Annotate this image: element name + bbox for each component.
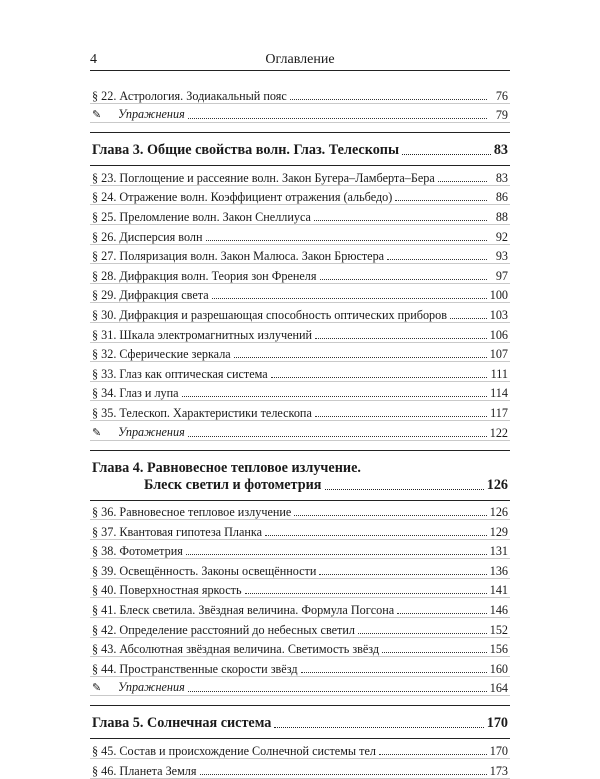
- dot-leader: [245, 592, 487, 594]
- entry-page: 83: [495, 170, 508, 185]
- entry-page: 146: [489, 603, 508, 618]
- entry-page: 103: [489, 307, 508, 322]
- pre-chapter-list: [90, 84, 510, 123]
- chapter-3-heading[interactable]: [90, 142, 510, 166]
- chapter-4-items: [90, 501, 510, 697]
- dot-leader: [234, 356, 487, 358]
- toc-entry[interactable]: [90, 303, 510, 323]
- toc-entry[interactable]: [90, 362, 510, 382]
- entry-page: 92: [495, 229, 508, 244]
- chapter-5-items: [90, 739, 510, 778]
- toc-entry[interactable]: [90, 501, 510, 521]
- entry-page: 107: [489, 347, 508, 362]
- dot-leader: [395, 199, 487, 201]
- entry-title: § 25. Преломление волн. Закон Снеллиуса: [92, 209, 311, 224]
- dot-leader: [212, 297, 487, 299]
- entry-title: § 43. Абсолютная звёздная величина. Светимость звёзд: [92, 642, 380, 657]
- entry-page: 111: [490, 366, 508, 381]
- dot-leader: [387, 258, 487, 260]
- toc-entry[interactable]: [90, 343, 510, 363]
- table-of-contents: [90, 84, 510, 779]
- toc-entry[interactable]: [90, 186, 510, 206]
- pencil-icon: ✎: [92, 426, 102, 439]
- dot-leader: [450, 317, 487, 319]
- dot-leader: [301, 671, 487, 673]
- toc-entry[interactable]: [90, 284, 510, 304]
- toc-entry[interactable]: [90, 638, 510, 658]
- entry-page: 152: [489, 622, 508, 637]
- dot-leader: [186, 553, 487, 555]
- entry-page: 170: [489, 744, 508, 759]
- entry-title: § 29. Дифракция света: [92, 288, 209, 303]
- entry-title: § 36. Равновесное тепловое излучение: [92, 505, 292, 520]
- entry-page: 97: [495, 268, 508, 283]
- entry-page: 160: [489, 661, 508, 676]
- entry-title: § 45. Состав и происхождение Солнечной системы тел: [92, 744, 376, 759]
- dot-leader: [274, 726, 483, 728]
- entry-title: § 31. Шкала электромагнитных излучений: [92, 327, 313, 342]
- toc-entry[interactable]: [90, 739, 510, 759]
- entry-page: 86: [495, 190, 508, 205]
- exercise-entry[interactable]: [90, 677, 510, 697]
- entry-page: 164: [489, 681, 508, 696]
- chapter-page: 126: [486, 476, 508, 493]
- entry-title: § 30. Дифракция и разрешающая способность оптических приборов: [92, 307, 447, 322]
- dot-leader: [200, 773, 487, 775]
- dot-leader: [188, 690, 487, 692]
- dot-leader: [320, 278, 488, 280]
- entry-title: § 22. Астрология. Зодиакальный пояс: [92, 88, 287, 103]
- entry-page: 122: [489, 425, 508, 440]
- chapter-3-items: [90, 166, 510, 440]
- dot-leader: [188, 117, 487, 119]
- dot-leader: [315, 415, 487, 417]
- toc-entry[interactable]: [90, 759, 510, 779]
- entry-title: Упражнения: [118, 680, 185, 695]
- exercise-entry[interactable]: [90, 104, 510, 124]
- dot-leader: [182, 395, 487, 397]
- chapter-4-heading[interactable]: [90, 460, 510, 494]
- toc-entry[interactable]: [90, 166, 510, 186]
- chapter-5-heading[interactable]: [90, 715, 510, 739]
- entry-page: 129: [489, 524, 508, 539]
- entry-title: § 35. Телескоп. Характеристики телескопа: [92, 405, 312, 420]
- entry-page: 76: [495, 88, 508, 103]
- page-header: [90, 52, 510, 71]
- dot-leader: [325, 488, 483, 490]
- entry-title: § 27. Поляризация волн. Закон Малюса. Закон Брюстера: [92, 249, 385, 264]
- entry-title: § 40. Поверхностная яркость: [92, 583, 242, 598]
- running-title: Оглавление: [265, 52, 335, 67]
- toc-entry[interactable]: [90, 323, 510, 343]
- toc-entry[interactable]: [90, 382, 510, 402]
- dot-leader: [319, 573, 486, 575]
- dot-leader: [315, 337, 487, 339]
- page-number: 4: [90, 52, 97, 67]
- toc-entry[interactable]: [90, 401, 510, 421]
- dot-leader: [290, 98, 487, 100]
- entry-page: 100: [489, 288, 508, 303]
- entry-title: § 42. Определение расстояний до небесных светил: [92, 622, 355, 637]
- entry-title: § 28. Дифракция волн. Теория зон Френеля: [92, 268, 317, 283]
- chapter-title-line1: Глава 4. Равновесное тепловое излучение.: [92, 459, 361, 476]
- toc-entry[interactable]: [90, 559, 510, 579]
- exercise-entry[interactable]: [90, 421, 510, 441]
- dot-leader: [265, 534, 487, 536]
- toc-entry[interactable]: [90, 84, 510, 104]
- entry-title: § 41. Блеск светила. Звёздная величина. Формула Погсона: [92, 603, 395, 618]
- dot-leader: [402, 153, 491, 155]
- dot-leader: [294, 514, 486, 516]
- entry-title: § 33. Глаз как оптическая система: [92, 366, 268, 381]
- entry-title: § 26. Дисперсия волн: [92, 229, 203, 244]
- pencil-icon: ✎: [92, 682, 102, 695]
- toc-entry[interactable]: [90, 225, 510, 245]
- entry-title: § 37. Квантовая гипотеза Планка: [92, 524, 263, 539]
- toc-entry[interactable]: [90, 520, 510, 540]
- entry-title: § 23. Поглощение и рассеяние волн. Закон Бугера–Ламберта–Бера: [92, 170, 435, 185]
- dot-leader: [314, 219, 487, 221]
- toc-entry[interactable]: [90, 205, 510, 225]
- chapter-page: 83: [493, 142, 508, 159]
- pencil-icon: ✎: [92, 109, 102, 122]
- dot-leader: [397, 612, 487, 614]
- chapter-page: 170: [486, 715, 508, 732]
- entry-page: 136: [489, 563, 508, 578]
- entry-page: 141: [489, 583, 508, 598]
- entry-title: § 24. Отражение волн. Коэффициент отражения (альбедо): [92, 190, 393, 205]
- dot-leader: [379, 753, 487, 755]
- entry-page: 88: [495, 209, 508, 224]
- entry-page: 114: [490, 386, 508, 401]
- toc-entry[interactable]: [90, 657, 510, 677]
- chapter-title-line2: Блеск светил и фотометрия: [144, 476, 322, 493]
- toc-entry[interactable]: [90, 618, 510, 638]
- chapter-title: Глава 5. Солнечная система: [92, 715, 272, 732]
- dot-leader: [188, 435, 487, 437]
- toc-entry[interactable]: [90, 264, 510, 284]
- entry-title: § 34. Глаз и лупа: [92, 386, 179, 401]
- entry-title: Упражнения: [118, 107, 185, 122]
- entry-page: 126: [489, 505, 508, 520]
- dot-leader: [271, 376, 487, 378]
- entry-page: 117: [490, 405, 508, 420]
- toc-entry[interactable]: [90, 579, 510, 599]
- entry-page: 79: [495, 108, 508, 123]
- toc-entry[interactable]: [90, 245, 510, 265]
- dot-leader: [382, 651, 487, 653]
- entry-page: 173: [489, 763, 508, 778]
- entry-page: 131: [489, 544, 508, 559]
- entry-title: Упражнения: [118, 424, 185, 439]
- entry-title: § 44. Пространственные скорости звёзд: [92, 661, 298, 676]
- entry-page: 93: [495, 249, 508, 264]
- entry-title: § 32. Сферические зеркала: [92, 347, 231, 362]
- entry-page: 106: [489, 327, 508, 342]
- dot-leader: [358, 632, 487, 634]
- chapter-title: Глава 3. Общие свойства волн. Глаз. Телескопы: [92, 142, 400, 159]
- entry-title: § 46. Планета Земля: [92, 763, 197, 778]
- entry-page: 156: [489, 642, 508, 657]
- dot-leader: [206, 239, 488, 241]
- entry-title: § 39. Освещённость. Законы освещённости: [92, 563, 317, 578]
- entry-title: § 38. Фотометрия: [92, 544, 183, 559]
- toc-entry[interactable]: [90, 598, 510, 618]
- toc-entry[interactable]: [90, 540, 510, 560]
- dot-leader: [438, 180, 487, 182]
